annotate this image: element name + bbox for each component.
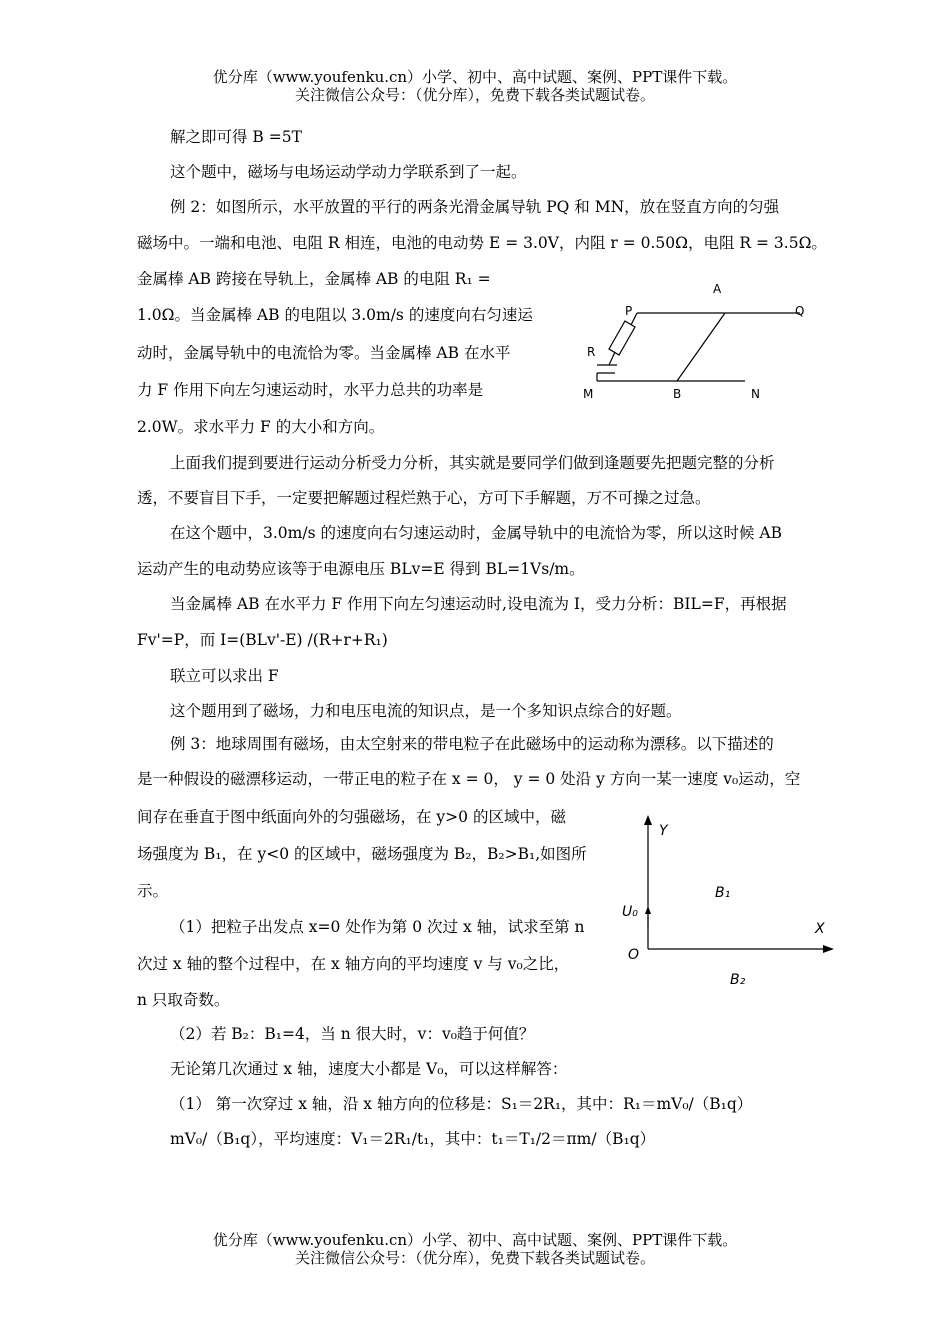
- text-line: 磁场中。一端和电池、电阻 R 相连，电池的电动势 E = 3.0V，内阻 r = 0.50Ω，电阻 R = 3.5Ω。: [137, 234, 827, 252]
- text-line: （1）把粒子出发点 x=0 处作为第 0 次过 x 轴，试求至第 n: [170, 918, 585, 936]
- velocity-arrowhead: [645, 906, 651, 914]
- text-line: 金属棒 AB 跨接在导轨上，金属棒 AB 的电阻 R₁ =: [137, 270, 491, 288]
- text-line: 解之即可得 B =5T: [170, 128, 302, 146]
- label-x: X: [815, 921, 825, 937]
- text-line: 例 2：如图所示，水平放置的平行的两条光滑金属导轨 PQ 和 MN，放在竖直方向的匀强: [170, 198, 780, 216]
- magnetic-drift-axes-diagram: [610, 815, 835, 1000]
- text-line: 联立可以求出 F: [170, 667, 279, 685]
- text-line: 力 F 作用下向左匀速运动时，水平力总共的功率是: [137, 381, 484, 399]
- label-a: A: [713, 282, 722, 296]
- text-line: 间存在垂直于图中纸面向外的匀强磁场，在 y>0 的区域中，磁: [137, 808, 566, 826]
- label-b2: B₂: [730, 972, 746, 988]
- rail-circuit-diagram: [575, 275, 820, 405]
- text-line: 示。: [137, 882, 169, 900]
- text-line: Fv'=P，而 I=(BLv'-E) /(R+r+R₁): [137, 631, 388, 649]
- page-header-line-2: 关注微信公众号：（优分库），免费下载各类试题试卷。: [294, 86, 655, 104]
- label-u0: U₀: [622, 904, 638, 920]
- text-line: 上面我们提到要进行运动分析受力分析，其实就是要同学们做到逢题要先把题完整的分析: [170, 454, 775, 472]
- text-line: 透，不要盲目下手，一定要把解题过程烂熟于心，方可下手解题，万不可操之过急。: [137, 489, 711, 507]
- page-footer-line-2: 关注微信公众号：（优分库），免费下载各类试题试卷。: [294, 1249, 655, 1267]
- label-m: M: [583, 387, 594, 401]
- text-line: 这个题中，磁场与电场运动学动力学联系到了一起。: [170, 163, 527, 181]
- text-line: n 只取奇数。: [137, 991, 230, 1009]
- text-line: 是一种假设的磁漂移运动，一带正电的粒子在 x = 0， y = 0 处沿 y 方向一某一速度 v₀运动，空: [137, 770, 801, 788]
- text-line: 例 3：地球周围有磁场，由太空射来的带电粒子在此磁场中的运动称为漂移。以下描述的: [170, 735, 774, 753]
- rod-ab: [677, 313, 725, 381]
- label-p: P: [625, 304, 633, 318]
- text-line: （1） 第一次穿过 x 轴，沿 x 轴方向的位移是：S₁＝2R₁，其中：R₁＝mV₀/（B₁q）: [170, 1095, 753, 1113]
- text-line: 2.0W。求水平力 F 的大小和方向。: [137, 418, 385, 436]
- label-o: O: [628, 947, 640, 963]
- label-r: R: [587, 345, 596, 359]
- text-line: （2）若 B₂：B₁=4，当 n 很大时，v：v₀趋于何值？: [170, 1025, 535, 1043]
- text-line: 无论第几次通过 x 轴，速度大小都是 V₀，可以这样解答：: [170, 1060, 568, 1078]
- wire-r: [609, 352, 615, 365]
- label-n: N: [751, 387, 760, 401]
- label-y: Y: [659, 823, 668, 839]
- y-axis-arrowhead: [644, 815, 652, 825]
- label-q: Q: [795, 304, 805, 318]
- text-line: 1.0Ω。当金属棒 AB 的电阻以 3.0m/s 的速度向右匀速运: [137, 306, 533, 324]
- label-b: B: [673, 387, 682, 401]
- resistor-r: [609, 321, 635, 355]
- x-axis-arrowhead: [823, 945, 834, 953]
- label-b1: B₁: [715, 885, 731, 901]
- page-header-line-1: 优分库（www.youfenku.cn）小学、初中、高中试题、案例、PPT课件下载。: [212, 68, 738, 86]
- text-line: 动时，金属导轨中的电流恰为零。当金属棒 AB 在水平: [137, 344, 511, 362]
- text-line: mV₀/（B₁q），平均速度：V₁＝2R₁/t₁，其中：t₁＝T₁/2＝πm/（B₁q）: [170, 1130, 656, 1148]
- text-line: 运动产生的电动势应该等于电源电压 BLv=E 得到 BL=1Vs/m。: [137, 560, 585, 578]
- text-line: 场强度为 B₁，在 y<0 的区域中，磁场强度为 B₂，B₂>B₁,如图所: [137, 845, 587, 863]
- page-footer-line-1: 优分库（www.youfenku.cn）小学、初中、高中试题、案例、PPT课件下载。: [212, 1231, 738, 1249]
- text-line: 次过 x 轴的整个过程中，在 x 轴方向的平均速度 v 与 v₀之比，: [137, 955, 570, 973]
- text-line: 在这个题中，3.0m/s 的速度向右匀速运动时，金属导轨中的电流恰为零，所以这时候 AB: [170, 524, 782, 542]
- text-line: 这个题用到了磁场，力和电压电流的知识点，是一个多知识点综合的好题。: [170, 702, 682, 720]
- text-line: 当金属棒 AB 在水平力 F 作用下向左匀速运动时,设电流为 I，受力分析：BIL=F，再根据: [170, 595, 787, 613]
